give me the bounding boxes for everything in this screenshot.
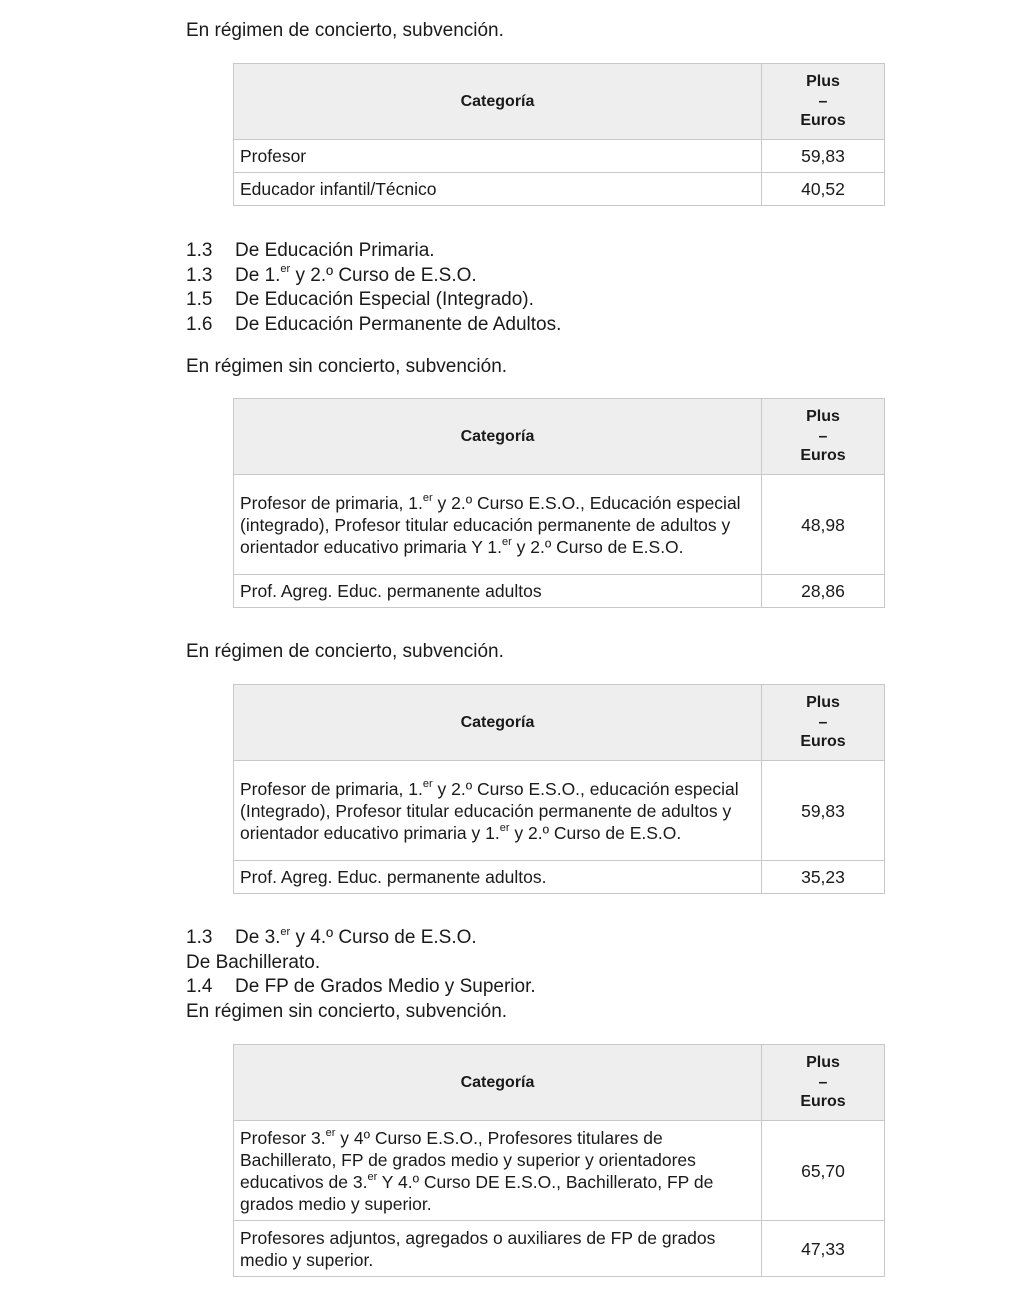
category-cell: Prof. Agreg. Educ. permanente adultos	[234, 575, 762, 608]
section-intro-sin-concierto-1: En régimen sin concierto, subvención.	[186, 356, 508, 377]
list-item-number: 1.3	[186, 240, 213, 261]
list-item	[186, 951, 536, 976]
header-categoria: Categoría	[234, 399, 762, 475]
header-plus-euros	[762, 64, 885, 140]
ordinal-superscript: er	[422, 491, 433, 504]
list-item-text: y 2.º Curso de E.S.O.	[290, 264, 477, 286]
section-intro-concierto-2: En régimen de concierto, subvención.	[186, 641, 504, 662]
header-plus-euros	[762, 685, 885, 761]
header-categoria: Categoría	[234, 1045, 762, 1121]
header-dash: –	[818, 713, 828, 731]
list-item-number: 1.3	[186, 264, 213, 286]
category-cell: Educador infantil/Técnico	[234, 173, 762, 206]
header-plus: Plus	[806, 73, 840, 91]
header-categoria: Categoría	[234, 685, 762, 761]
list-item-text: En régimen sin concierto, subvención.	[186, 1000, 508, 1022]
category-cell	[234, 761, 762, 861]
list-item	[186, 264, 561, 289]
list-item	[186, 313, 561, 338]
table-row	[234, 173, 885, 206]
header-plus-euros	[762, 1045, 885, 1121]
ordinal-superscript: er	[499, 821, 510, 834]
category-cell: Profesores adjuntos, agregados o auxiliares de FP de grados medio y superior.	[234, 1221, 762, 1277]
list-item	[186, 926, 536, 951]
ordinal-superscript: er	[280, 263, 291, 276]
table-row	[234, 1221, 885, 1277]
list-item-text: De FP de Grados Medio y Superior.	[235, 976, 536, 997]
list-item-text: De 1.	[235, 264, 281, 286]
table-row	[234, 575, 885, 608]
value-cell: 59,83	[762, 140, 885, 173]
value-cell: 40,52	[762, 173, 885, 206]
list-item	[186, 1000, 536, 1025]
ordinal-superscript: er	[367, 1170, 378, 1183]
category-text: y 2.º Curso E.S.O., Educación especial (integrado), Profesor titular educación permanente de adultos y orientador educativo primaria Y 1.	[240, 492, 741, 557]
table-row	[234, 761, 885, 861]
value-cell: 65,70	[762, 1121, 885, 1221]
list-item	[186, 239, 561, 264]
category-text: y 2.º Curso de E.S.O.	[509, 822, 682, 843]
section-list-2	[186, 926, 536, 1024]
table-row	[234, 140, 885, 173]
list-item-text: De Bachillerato.	[186, 951, 321, 973]
category-text: Y 4.º Curso DE E.S.O., Bachillerato, FP de grados medio y superior.	[240, 1171, 714, 1214]
list-item-number: 1.4	[186, 976, 213, 997]
list-item-text: De Educación Permanente de Adultos.	[235, 313, 562, 335]
header-dash: –	[818, 92, 828, 110]
value-cell: 48,98	[762, 475, 885, 575]
category-text: Profesor de primaria, 1.	[240, 778, 423, 799]
list-item-text: y 4.º Curso de E.S.O.	[290, 927, 477, 948]
section-intro-concierto-1: En régimen de concierto, subvención.	[186, 20, 504, 41]
plus-table-1	[233, 63, 885, 206]
category-text: y 4º Curso E.S.O., Profesores titulares de Bachillerato, FP de grados medio y superior y orientadores educativos de 3.	[240, 1127, 696, 1192]
header-plus-euros	[762, 399, 885, 475]
value-cell: 47,33	[762, 1221, 885, 1277]
category-cell	[234, 1121, 762, 1221]
list-item	[186, 288, 561, 313]
category-text: Profesor de primaria, 1.	[240, 492, 423, 513]
category-text: Profesor 3.	[240, 1127, 326, 1148]
header-euros: Euros	[800, 733, 846, 751]
list-item-text: De Educación Especial (Integrado).	[235, 289, 534, 310]
header-euros: Euros	[800, 112, 846, 130]
list-item-text: De Educación Primaria.	[235, 240, 435, 261]
header-dash: –	[818, 1073, 828, 1091]
table-row	[234, 1121, 885, 1221]
header-plus: Plus	[806, 408, 840, 426]
plus-table-3	[233, 684, 885, 894]
table-row	[234, 475, 885, 575]
ordinal-superscript: er	[280, 925, 291, 938]
list-item	[186, 975, 536, 1000]
plus-table-2	[233, 398, 885, 608]
list-item-number: 1.6	[186, 313, 213, 335]
table-row	[234, 861, 885, 894]
category-cell	[234, 475, 762, 575]
category-text: y 2.º Curso de E.S.O.	[511, 536, 684, 557]
ordinal-superscript: er	[502, 535, 512, 548]
header-plus: Plus	[806, 1054, 840, 1072]
list-item-number: 1.5	[186, 289, 213, 310]
ordinal-superscript: er	[325, 1126, 336, 1139]
value-cell: 59,83	[762, 761, 885, 861]
category-cell: Profesor	[234, 140, 762, 173]
category-text: y 2.º Curso E.S.O., educación especial (Integrado), Profesor titular educación permanente de adultos y orientador educativo primaria y 1.	[240, 778, 739, 843]
plus-table-4	[233, 1044, 885, 1277]
category-cell: Prof. Agreg. Educ. permanente adultos.	[234, 861, 762, 894]
section-list-1	[186, 239, 561, 337]
header-categoria: Categoría	[234, 64, 762, 140]
list-item-text: De 3.	[235, 927, 281, 948]
header-dash: –	[818, 427, 828, 445]
header-euros: Euros	[800, 447, 846, 465]
header-plus: Plus	[806, 694, 840, 712]
value-cell: 35,23	[762, 861, 885, 894]
value-cell: 28,86	[762, 575, 885, 608]
header-euros: Euros	[800, 1093, 846, 1111]
list-item-number: 1.3	[186, 927, 213, 948]
ordinal-superscript: er	[422, 777, 433, 790]
